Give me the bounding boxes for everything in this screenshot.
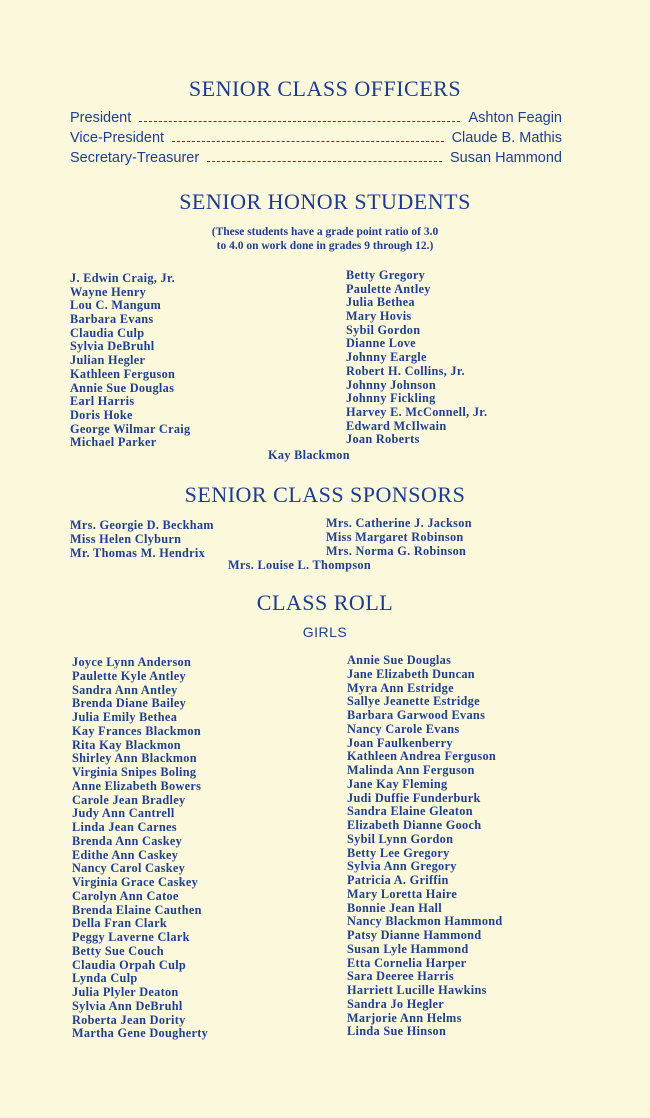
honor-student: Johnny Eargle (346, 350, 427, 365)
roll-heading: CLASS ROLL (256, 590, 394, 615)
student-name: Sylvia Ann DeBruhl (72, 998, 183, 1013)
student-name: Bonnie Jean Hall (347, 900, 442, 915)
honor-student: Joan Roberts (346, 432, 420, 447)
student-name: Sandra Ann Antley (72, 682, 178, 697)
student-name: Sandra Jo Hegler (347, 996, 445, 1011)
student-name: Paulette Kyle Antley (72, 668, 186, 683)
honor-student: J. Edwin Craig, Jr. (70, 271, 175, 285)
student-name: Edithe Ann Caskey (72, 847, 179, 862)
student-name: Kay Frances Blackmon (72, 723, 201, 738)
student-name: Sandra Elaine Gleaton (347, 804, 473, 819)
student-name: Virginia Snipes Boling (72, 765, 197, 779)
student-name: Virginia Grace Caskey (72, 875, 199, 889)
honor-student: Dianne Love (346, 336, 416, 351)
honor-student: George Wilmar Craig (70, 421, 191, 436)
student-name: Linda Jean Carnes (72, 820, 177, 834)
student-name: Carolyn Ann Catoe (72, 888, 179, 903)
student-name: Peggy Laverne Clark (72, 930, 190, 944)
officers-list (70, 110, 562, 170)
honor-student: Johnny Fickling (346, 391, 436, 406)
honor-student: Julia Bethea (346, 295, 415, 310)
student-name: Kathleen Andrea Ferguson (347, 749, 497, 764)
honor-student: Annie Sue Douglas (70, 380, 175, 395)
student-name: Roberta Jean Dority (72, 1012, 186, 1027)
honor-student: Sylvia DeBruhl (70, 339, 155, 354)
student-name: Jane Elizabeth Duncan (347, 666, 475, 681)
officers-heading: SENIOR CLASS OFFICERS (188, 76, 462, 101)
student-name: Joan Faulkenberry (347, 735, 453, 750)
honor-student: Johnny Johnson (346, 377, 436, 392)
honors-right-column (346, 269, 487, 447)
student-name: Judy Ann Cantrell (72, 806, 175, 821)
officer-role: Vice-President (70, 130, 165, 146)
honor-student: Sybil Gordon (346, 322, 421, 337)
honors-left-column (70, 272, 190, 450)
officer-row-vice-president (70, 130, 562, 150)
honor-student: Julian Hegler (70, 353, 146, 368)
student-name: Etta Cornelia Harper (347, 955, 467, 970)
honor-student-centered: Kay Blackmon (268, 448, 350, 462)
student-name: Sybil Lynn Gordon (347, 831, 454, 846)
student-name: Nancy Carole Evans (347, 721, 460, 736)
student-name: Shirley Ann Blackmon (72, 751, 197, 766)
student-name: Marjorie Ann Helms (347, 1010, 462, 1025)
student-name: Nancy Blackmon Hammond (347, 914, 503, 929)
student-name: Harriett Lucille Hawkins (347, 983, 487, 997)
student-name: Sylvia Ann Gregory (347, 859, 457, 874)
honors-note (0, 225, 650, 253)
student-name: Betty Lee Gregory (347, 845, 450, 860)
sponsor-name: Mrs. Catherine J. Jackson (326, 516, 472, 530)
honors-note-line: (These students have a grade point ratio of 3.0 (211, 226, 439, 238)
honor-student: Mary Hovis (346, 309, 412, 324)
student-name: Annie Sue Douglas (347, 653, 452, 667)
student-name: Julia Emily Bethea (72, 710, 178, 724)
officer-name: Susan Hammond (449, 150, 562, 166)
student-name: Sallye Jeanette Estridge (347, 694, 480, 709)
honor-student: Lou C. Mangum (70, 298, 162, 313)
honor-student: Betty Gregory (346, 268, 426, 282)
honor-student: Robert H. Collins, Jr. (346, 363, 465, 378)
student-name: Rita Kay Blackmon (72, 737, 181, 752)
sponsors-right-column (326, 516, 472, 558)
honor-student: Harvey E. McConnell, Jr. (346, 404, 488, 419)
leader-line (139, 121, 460, 122)
leader-line (207, 161, 442, 162)
honors-heading: SENIOR HONOR STUDENTS (179, 189, 471, 214)
officer-name: Claude B. Mathis (451, 130, 562, 146)
student-name: Brenda Diane Bailey (72, 696, 187, 711)
student-name: Brenda Elaine Cauthen (72, 902, 202, 917)
student-name: Susan Lyle Hammond (347, 941, 469, 956)
sponsors-left-column (70, 518, 214, 560)
honor-student: Claudia Culp (70, 325, 145, 340)
student-name: Julia Plyler Deaton (72, 985, 179, 999)
student-name: Sara Deeree Harris (347, 969, 454, 984)
officer-role: Secretary-Treasurer (70, 150, 200, 166)
student-name: Martha Gene Dougherty (72, 1026, 209, 1041)
student-name: Carole Jean Bradley (72, 792, 186, 807)
student-name: Linda Sue Hinson (347, 1024, 447, 1039)
honor-student: Wayne Henry (70, 284, 147, 299)
honor-student: Michael Parker (70, 435, 157, 450)
honor-student: Earl Harris (70, 394, 135, 409)
roll-right-column (347, 654, 503, 1039)
sponsors-heading: SENIOR CLASS SPONSORS (184, 482, 466, 507)
roll-subheading: GIRLS (302, 624, 348, 640)
student-name: Brenda Ann Caskey (72, 833, 183, 848)
sponsor-name: Mrs. Norma G. Robinson (326, 544, 467, 558)
student-name: Nancy Carol Caskey (72, 861, 186, 876)
student-name: Elizabeth Dianne Gooch (347, 818, 482, 832)
officer-row-president (70, 110, 562, 130)
student-name: Claudia Orpah Culp (72, 957, 187, 972)
honor-student: Edward McIlwain (346, 418, 447, 433)
sponsor-name: Mrs. Georgie D. Beckham (70, 518, 214, 532)
student-name: Jane Kay Fleming (347, 776, 448, 791)
student-name: Della Fran Clark (72, 916, 167, 931)
student-name: Patsy Dianne Hammond (347, 928, 482, 942)
sponsor-name: Miss Margaret Robinson (326, 530, 464, 544)
sponsor-name-centered: Mrs. Louise L. Thompson (228, 558, 371, 572)
roll-left-column (72, 656, 208, 1041)
student-name: Joyce Lynn Anderson (72, 655, 192, 669)
student-name: Mary Loretta Haire (347, 886, 458, 901)
student-name: Barbara Garwood Evans (347, 708, 486, 722)
student-name: Betty Sue Couch (72, 943, 164, 958)
student-name: Myra Ann Estridge (347, 680, 454, 695)
student-name: Anne Elizabeth Bowers (72, 778, 202, 793)
leader-line (172, 141, 444, 142)
officer-name: Ashton Feagin (468, 110, 562, 126)
honor-student: Paulette Antley (346, 281, 431, 296)
student-name: Lynda Culp (72, 971, 138, 986)
student-name: Patricia A. Griffin (347, 873, 449, 887)
officer-role: President (70, 110, 132, 126)
sponsor-name: Mr. Thomas M. Hendrix (70, 546, 206, 560)
sponsor-name: Miss Helen Clyburn (70, 532, 182, 546)
honors-note-line: to 4.0 on work done in grades 9 through 12.) (216, 240, 434, 252)
student-name: Malinda Ann Ferguson (347, 763, 475, 777)
honor-student: Kathleen Ferguson (70, 366, 176, 381)
honor-student: Barbara Evans (70, 312, 154, 327)
student-name: Judi Duffie Funderburk (347, 790, 481, 805)
officer-row-secretary-treasurer (70, 150, 562, 170)
honor-student: Doris Hoke (70, 407, 133, 422)
